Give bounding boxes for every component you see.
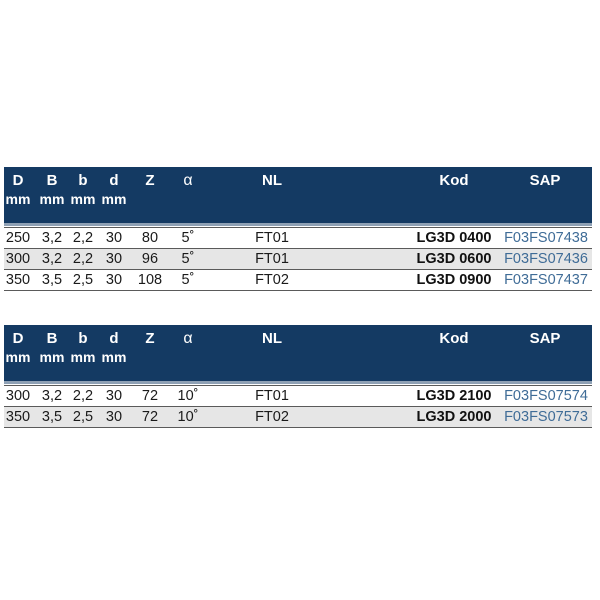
cell-NL: FT02 [255,272,289,288]
header-NL: NL [262,172,282,189]
cell-Z: 72 [141,388,159,404]
cell-kod: LG3D 2000 [416,409,492,425]
cell-B: 3,2 [41,230,63,246]
header-Z: Z [145,330,155,347]
cell-B: 3,2 [41,251,63,267]
table-row [4,249,592,270]
cell-D: 300 [5,388,31,404]
header-SAP: SAP [529,172,561,189]
header-D: D [12,172,24,189]
cell-d: 30 [105,409,123,425]
header-d: d [109,172,119,189]
header-D-unit: mm [5,349,31,365]
cell-Z: 108 [137,272,163,288]
header-D-unit: mm [5,191,31,207]
cell-NL: FT01 [255,388,289,404]
header-Kod: Kod [439,330,469,347]
cell-D: 350 [5,272,31,288]
cell-d: 30 [105,388,123,404]
cell-D: 250 [5,230,31,246]
header-B-unit: mm [39,191,65,207]
cell-kod: LG3D 2100 [416,388,492,404]
product-table-1 [4,167,592,291]
cell-d: 30 [105,230,123,246]
cell-NL: FT02 [255,409,289,425]
header-SAP: SAP [529,330,561,347]
table-row [4,227,592,249]
cell-Z: 96 [141,251,159,267]
header-b-unit: mm [70,349,96,365]
table-row [4,385,592,407]
cell-alpha: 5˚ [181,230,195,246]
header-b: b [78,172,88,189]
header-Z: Z [145,172,155,189]
cell-b: 2,2 [72,251,94,267]
cell-sap: F03FS07573 [504,409,588,425]
header-b: b [78,330,88,347]
cell-alpha: 10˚ [177,409,199,425]
product-table-2 [4,325,592,428]
cell-NL: FT01 [255,230,289,246]
header-d-unit: mm [101,191,127,207]
cell-alpha: 5˚ [181,272,195,288]
cell-kod: LG3D 0600 [416,251,492,267]
cell-Z: 80 [141,230,159,246]
cell-sap: F03FS07438 [504,230,588,246]
cell-B: 3,5 [41,409,63,425]
header-B: B [46,172,58,189]
cell-kod: LG3D 0900 [416,272,492,288]
header-b-unit: mm [70,191,96,207]
cell-b: 2,2 [72,230,94,246]
cell-B: 3,2 [41,388,63,404]
cell-NL: FT01 [255,251,289,267]
header-B: B [46,330,58,347]
cell-b: 2,5 [72,272,94,288]
header-NL: NL [262,330,282,347]
cell-d: 30 [105,272,123,288]
cell-D: 350 [5,409,31,425]
header-d-unit: mm [101,349,127,365]
header-alpha: α [183,172,193,189]
table-header [4,325,592,384]
header-d: d [109,330,119,347]
header-B-unit: mm [39,349,65,365]
cell-D: 300 [5,251,31,267]
cell-kod: LG3D 0400 [416,230,492,246]
table-row [4,270,592,291]
cell-Z: 72 [141,409,159,425]
cell-B: 3,5 [41,272,63,288]
header-alpha: α [183,330,193,347]
cell-sap: F03FS07574 [504,388,588,404]
cell-d: 30 [105,251,123,267]
table-header [4,167,592,226]
cell-b: 2,5 [72,409,94,425]
cell-sap: F03FS07437 [504,272,588,288]
cell-alpha: 5˚ [181,251,195,267]
cell-b: 2,2 [72,388,94,404]
cell-alpha: 10˚ [177,388,199,404]
cell-sap: F03FS07436 [504,251,588,267]
header-Kod: Kod [439,172,469,189]
table-row [4,407,592,428]
header-D: D [12,330,24,347]
